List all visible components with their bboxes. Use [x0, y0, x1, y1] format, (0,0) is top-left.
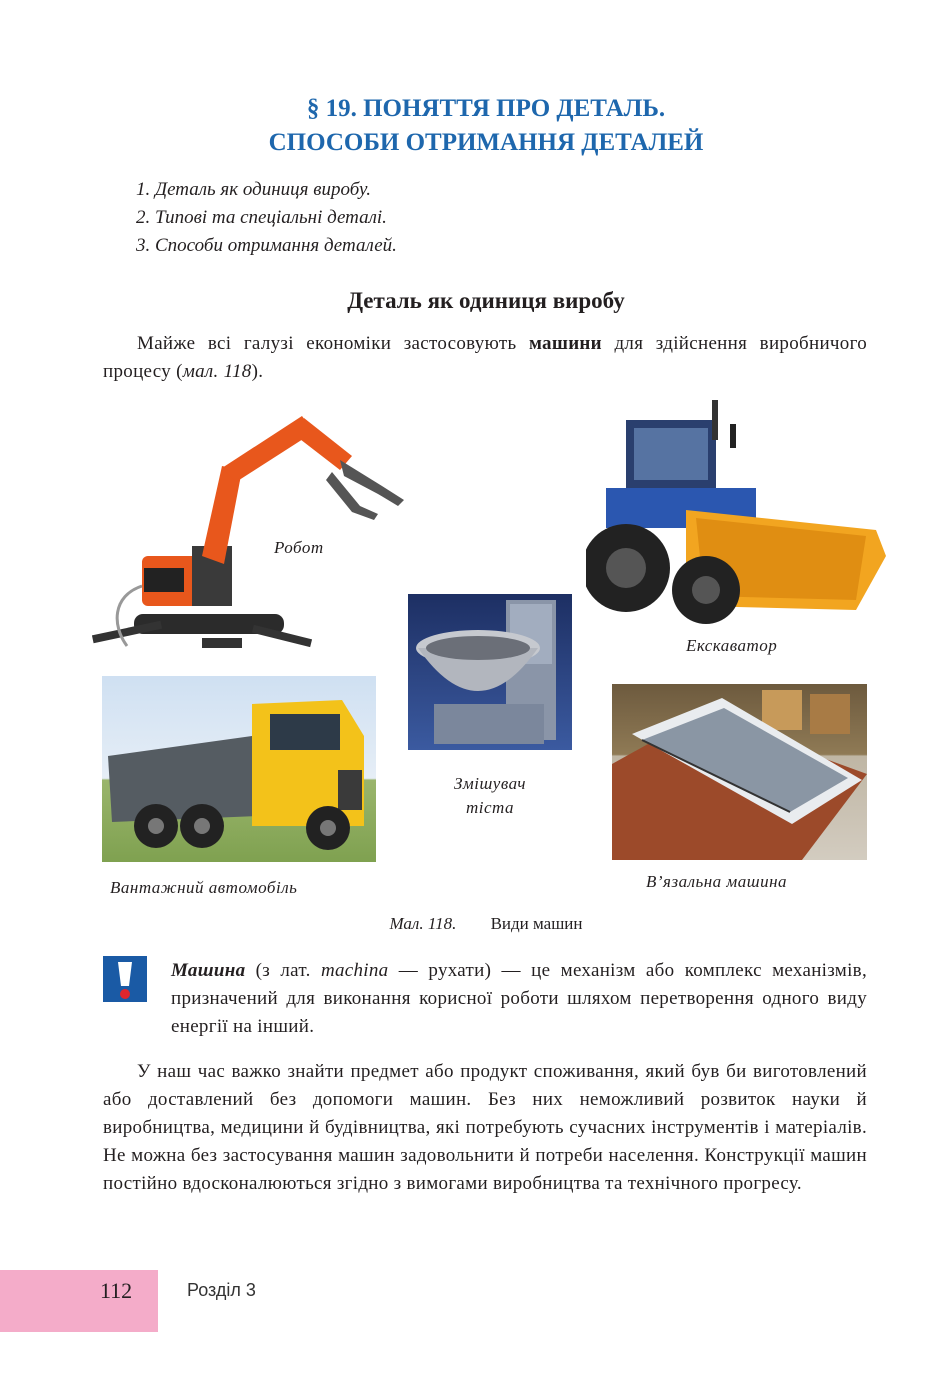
caption-excavator: Екскаватор	[686, 636, 778, 655]
topic-item: 1. Деталь як одиниця виробу.	[136, 179, 372, 200]
excavator-image	[586, 400, 886, 632]
caption-robot: Робот	[274, 538, 324, 557]
figure-title: Види машин	[486, 914, 583, 933]
caption-dough-mixer-line-1: Змішувач	[453, 774, 527, 793]
title-line-2: СПОСОБИ ОТРИМАННЯ ДЕТАЛЕЙ	[268, 129, 704, 156]
definition-text-1: (з лат.	[245, 960, 321, 981]
intro-term: машини	[528, 333, 602, 354]
figure-reference: мал. 118	[182, 361, 252, 382]
footer-tab	[0, 1270, 158, 1332]
subsection-heading-text: Деталь як одиниця виробу	[347, 288, 625, 313]
title-line-1: § 19. ПОНЯТТЯ ПРО ДЕТАЛЬ.	[306, 95, 666, 122]
robot-image	[82, 396, 412, 664]
caption-knitting-machine: В’язальна машина	[646, 872, 788, 891]
intro-text-3: ).	[251, 361, 264, 382]
subsection-heading	[0, 288, 942, 314]
definition-text-2: — рухати) — це механізм або комплекс механізмів, призначений для виконання корисної роботи шляхом перетворення одного виду енергії на інший.	[171, 960, 867, 1037]
dump-truck-image	[102, 676, 376, 862]
section-label: Розділ 3	[187, 1280, 256, 1300]
body-paragraph-text: У наш час важко знайти предмет або продукт споживання, який був би виготовлений або доставлений без допомоги машин. Без них неможливий розвиток науки й виробництва, медицини й будівництва, які потребують сучасних інструментів і матеріалів. Не можна без застосування машин задовольнити й потреби населення. Конструкції машин постійно вдосконалюються згідно з вимогами виробництва та технічного прогресу.	[103, 1061, 867, 1194]
definition-paragraph	[171, 957, 867, 1041]
section-title	[0, 92, 942, 160]
knitting-machine-image	[612, 684, 867, 860]
intro-paragraph	[103, 330, 867, 386]
definition-icon	[103, 956, 147, 1002]
figure-caption	[0, 914, 942, 934]
caption-dough-mixer-line-2: тіста	[465, 798, 515, 817]
intro-text-2: для здійснення виробничого процесу (	[103, 333, 868, 382]
body-paragraph	[103, 1058, 867, 1198]
topic-item: 3. Способи отримання деталей.	[136, 235, 397, 256]
intro-text-1: Майже всі галузі економіки застосовують	[137, 333, 529, 354]
topics-list	[136, 176, 397, 260]
figure-number: Мал. 118.	[389, 914, 457, 933]
definition-latin: machina	[320, 960, 389, 981]
topic-item: 2. Типові та спеціальні деталі.	[136, 207, 387, 228]
page-number: 112	[100, 1278, 133, 1303]
caption-truck: Вантажний автомобіль	[110, 878, 298, 897]
dough-mixer-image	[408, 594, 572, 750]
definition-term: Машина	[171, 960, 246, 981]
caption-dough-mixer	[420, 772, 560, 820]
